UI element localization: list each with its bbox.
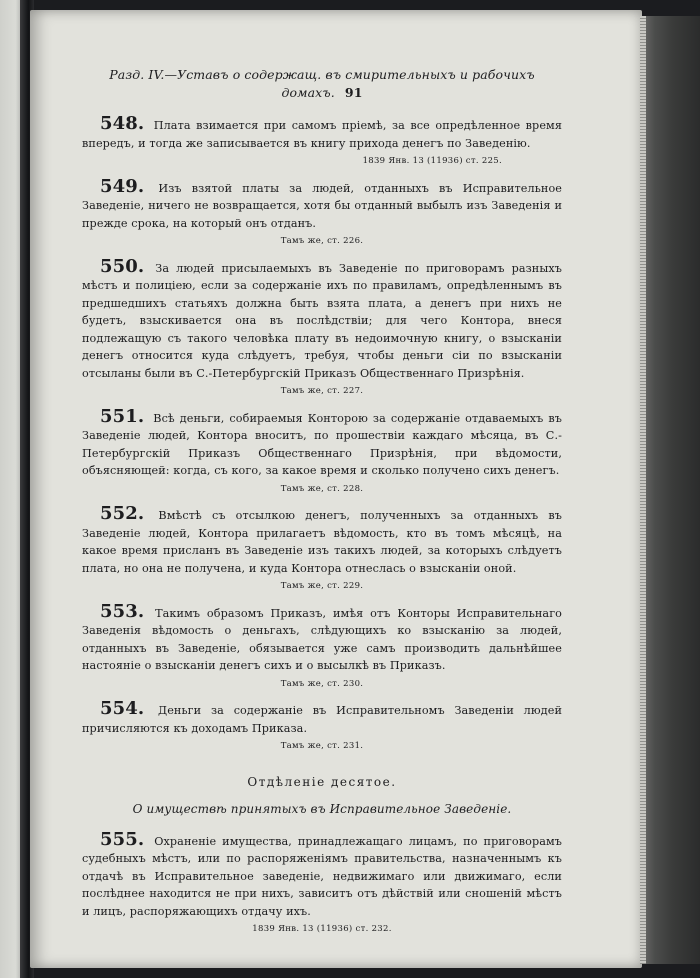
article-number: 555. [100,828,145,850]
page-content [82,66,562,946]
running-header [82,66,562,101]
running-title: Разд. IV.—Уставъ о содержащ. въ смирительныхъ и рабочихъ домахъ. [109,67,535,100]
article-number: 553. [100,600,145,622]
article-number: 550. [100,255,145,277]
article-source: 1839 Янв. 13 (11936) ст. 232. [252,924,392,934]
article-number: 552. [100,503,145,524]
book-page [30,10,642,968]
article-548 [82,115,562,152]
article-text: Всѣ деньги, собираемыя Конторою за содержаніе отдаваемыхъ въ Заведеніе людей, Контора вноситъ, по прошествіи каждаго мѣсяца, въ С.-Петербургскій Приказъ Общественнаго Призрѣнія, при вѣдомости, объясняющей: когда, съ кого, за какое время и сколько получено сихъ денегъ. [82,411,563,477]
article-text: Вмѣстѣ съ отсылкою денегъ, полученныхъ за отданныхъ въ Заведеніе людей, Контора прилагаетъ вѣдомость, кто въ томъ мѣсяцѣ, на какое время присланъ въ Заведеніе изъ такихъ людей, за которыхъ слѣдуетъ плата, но она не получена, и куда Контора отнеслась о взысканіи оной. [82,509,562,575]
article-source: Тамъ же, ст. 226. [280,236,364,246]
article-source: Тамъ же, ст. 229. [280,581,364,591]
article-549 [82,175,562,233]
article-source: Тамъ же, ст. 227. [280,386,364,396]
article-source: Тамъ же, ст. 230. [280,678,364,689]
article-text: За людей присылаемыхъ въ Заведеніе по приговорамъ разныхъ мѣстъ и полиціею, если за содержаніе ихъ по правиламъ, опредѣленнымъ въ предшедшихъ статьяхъ должна быть взята плата, а денегъ при нихъ не будетъ, взыскивается она въ послѣдствіи; для чего Контора, внеся подлежащую съ такого человѣка плату въ недоимочную книгу, о взысканіи денегъ относится куда слѣдуетъ, требуя, чтобы деньги сіи по взысканіи отсыланы были въ С.-Петербургскій Приказъ Общественнаго Призрѣнія. [82,261,562,380]
article-552 [82,505,562,577]
section-title: Отдѣленіе десятое. [247,774,397,789]
article-number: 554. [100,698,145,719]
article-text: Такимъ образомъ Приказъ, имѣя отъ Конторы Исправительнаго Заведенія вѣдомость о деньгахъ, слѣдующихъ ко взысканію за людей, отданныхъ въ Заведеніе, обязывается уже самъ производить дальнѣйшее настояніе о взысканіи денегъ сихъ и о высылкѣ въ Приказъ. [82,606,563,672]
article-source: 1839 Янв. 13 (11936) ст. 225. [362,156,502,166]
article-source: Тамъ же, ст. 231. [280,741,364,751]
article-text: Изъ взятой платы за людей, отданныхъ въ Исправительное Заведеніе, ничего не возвращается, хотя бы отданный выбылъ изъ Заведенія и прежде срока, на который онъ отданъ. [82,181,562,230]
article-554 [82,700,562,737]
article-number: 548. [100,113,145,134]
article-550 [82,255,562,383]
book-spine [640,16,700,964]
article-551 [82,405,563,480]
article-555 [82,828,563,921]
section-subtitle: О имуществѣ принятыхъ въ Исправительное Заведеніе. [132,802,512,816]
article-source: Тамъ же, ст. 228. [280,483,364,494]
page-number: 91 [344,84,363,100]
article-text: Деньги за содержаніе въ Исправительномъ Заведеніи людей причисляются къ доходамъ Приказа. [82,704,562,735]
article-number: 549. [100,175,145,197]
article-text: Охраненіе имущества, принадлежащаго лицамъ, по приговорамъ судебныхъ мѣстъ, или по распоряженіямъ правительства, назначеннымъ къ отдачѣ въ Исправительное заведеніе, недвижимаго или движимаго, если послѣднее находится не при нихъ, зависитъ отъ дѣйствій или сношеній мѣстъ и лицъ, распоряжающихъ отдачу ихъ. [82,834,563,918]
article-553 [82,600,563,675]
page-stack-edge [640,16,646,964]
article-text: Плата взимается при самомъ пріемѣ, за все опредѣленное время впередъ, и тогда же записывается въ книгу прихода денегъ по Заведенію. [82,119,562,150]
article-number: 551. [100,405,145,427]
